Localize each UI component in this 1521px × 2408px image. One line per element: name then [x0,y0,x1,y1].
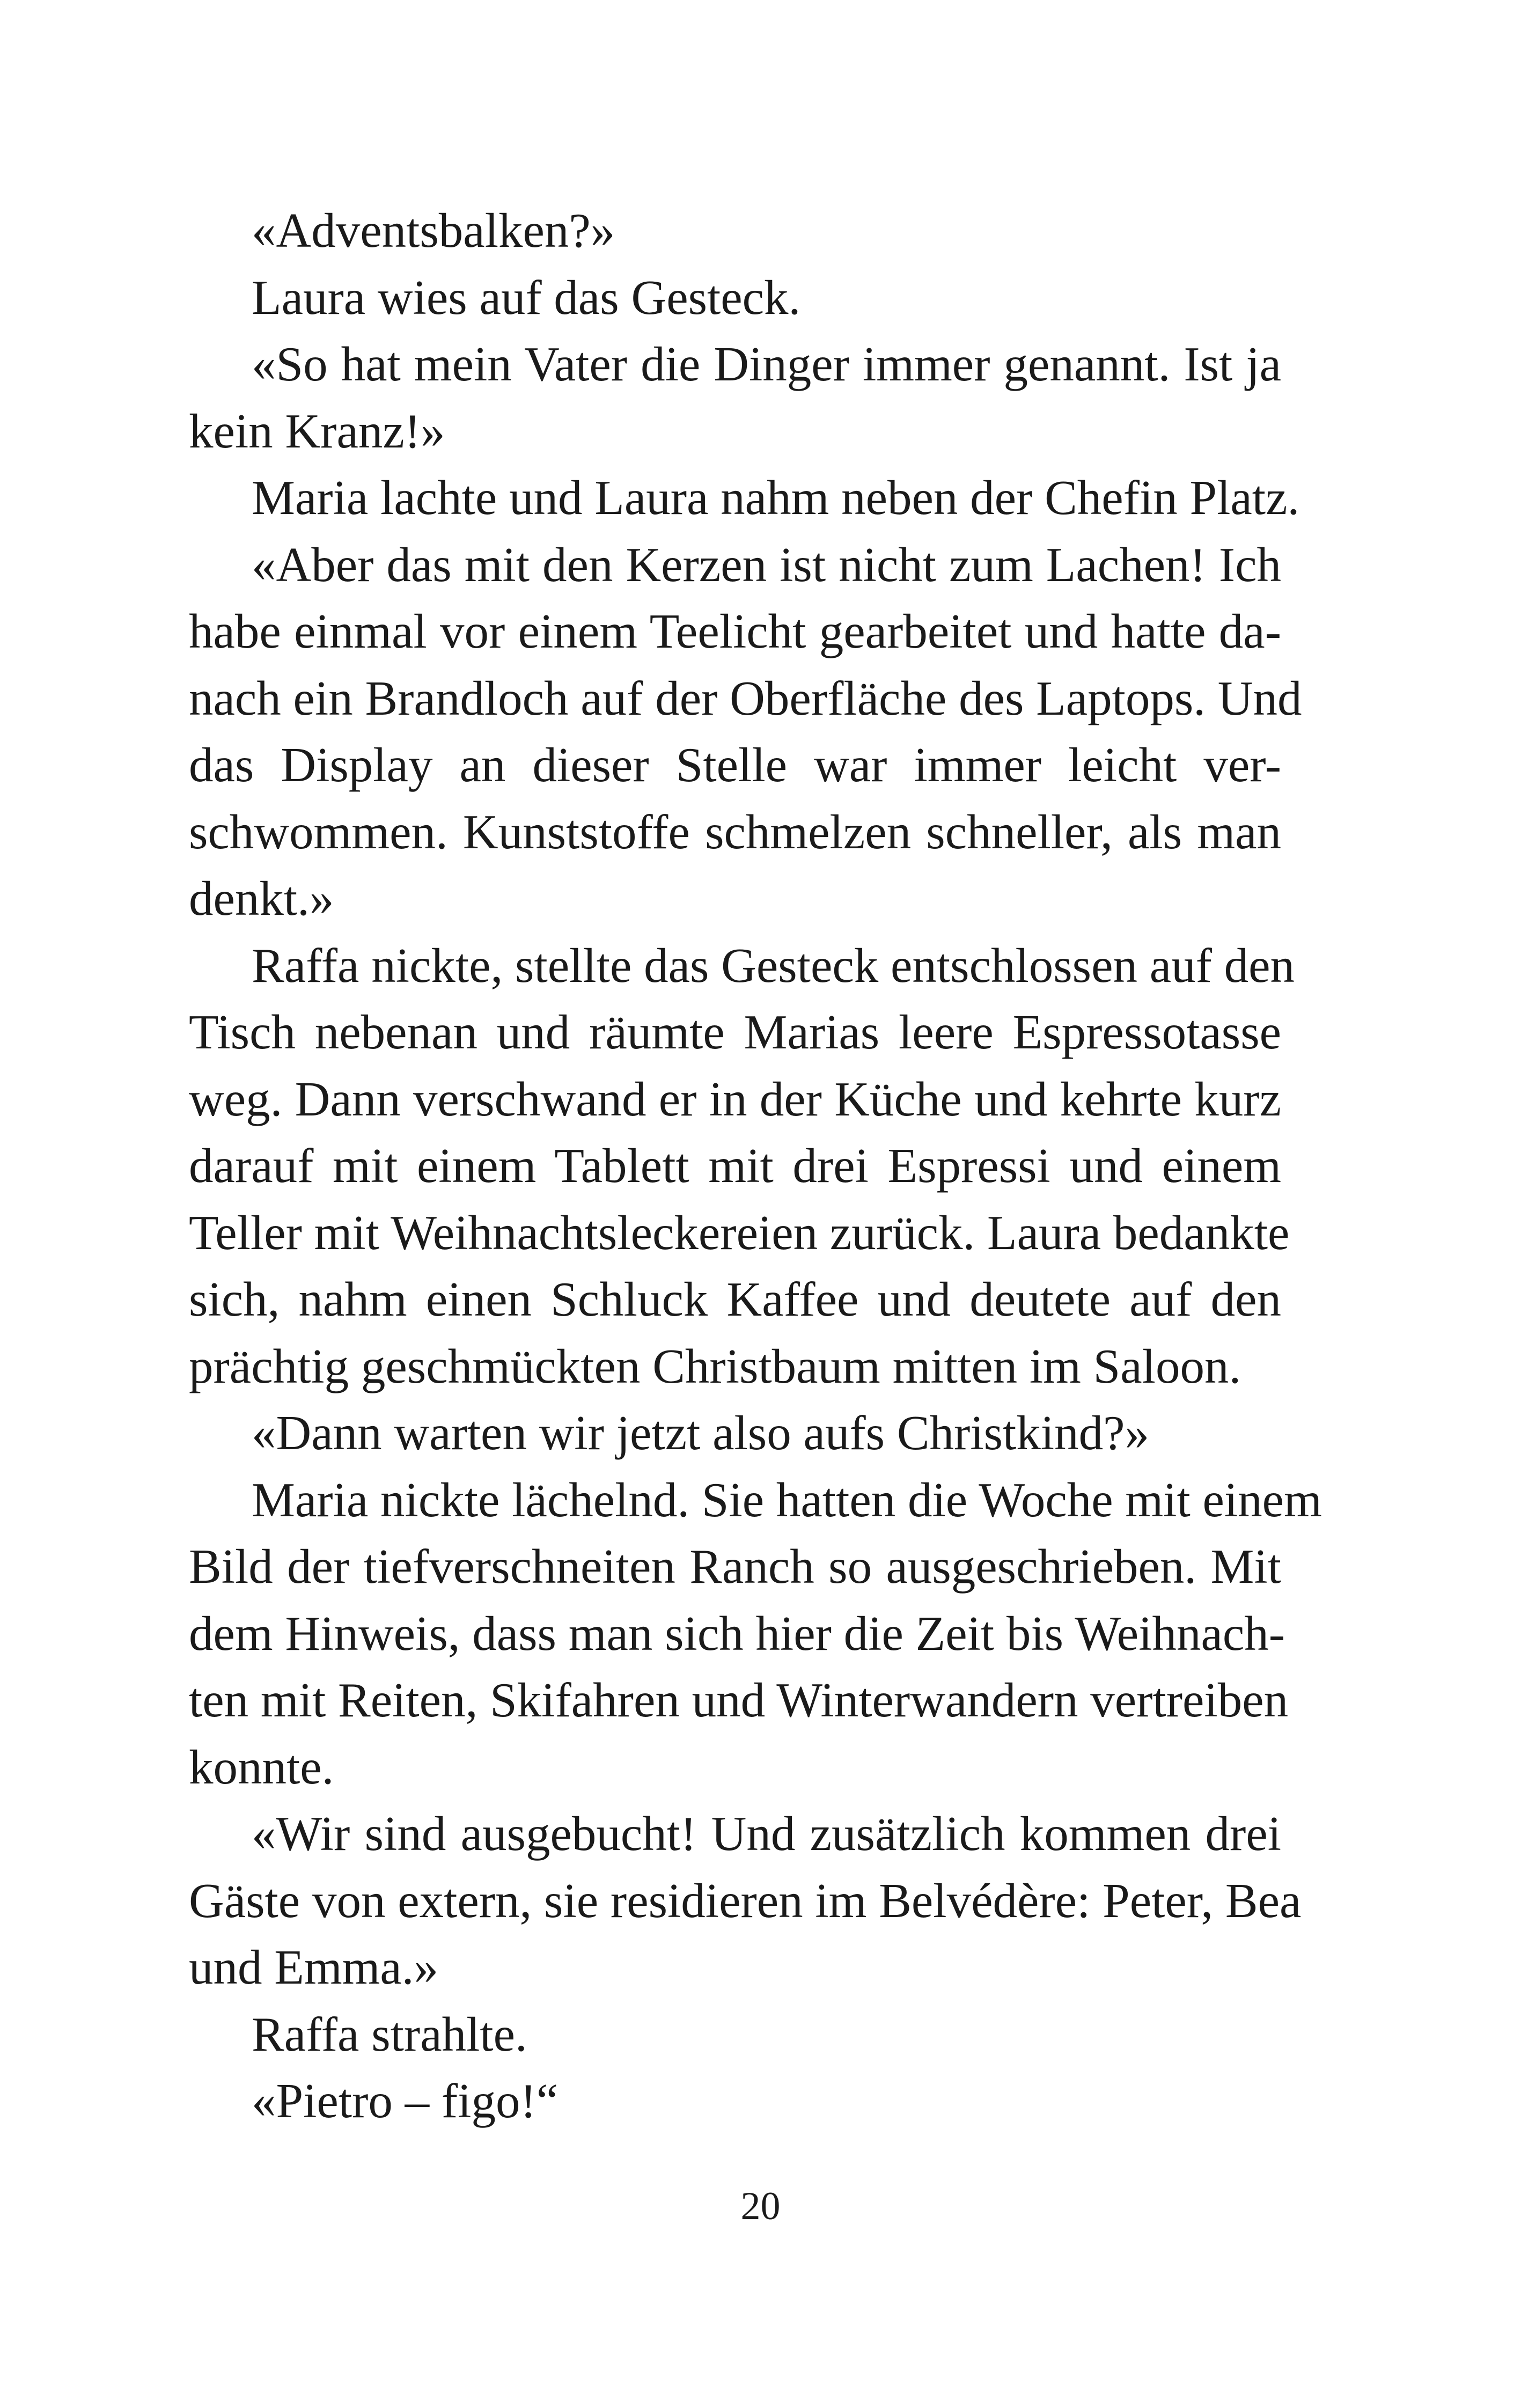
paragraph [189,532,1302,933]
paragraph [189,265,1281,332]
text-line: Raffa nickte, stellte das Gesteck entschlossen auf den [252,938,1295,993]
text-line: das Display an dieser Stelle war immer leicht ver- [189,738,1281,792]
paragraph [189,933,1295,1400]
text-line: «Dann warten wir jetzt also aufs Christkind?» [252,1406,1149,1460]
text-line: «Wir sind ausgebucht! Und zusätzlich kommen drei [252,1807,1281,1861]
body-text [189,197,1322,2135]
page-number: 20 [740,2184,781,2228]
text-line: schwommen. Kunststoffe schmelzen schneller, als man [189,804,1281,859]
text-line: konnte. [189,1739,334,1794]
text-line: Laura wies auf das Gesteck. [252,270,801,325]
text-line: habe einmal vor einem Teelicht gearbeitet und hatte da- [189,604,1281,658]
text-line: «Pietro – figo!“ [252,2074,559,2128]
text-line: Maria lachte und Laura nahm neben der Chefin Platz. [252,471,1300,525]
text-line: kein Kranz!» [189,403,445,458]
text-line: Raffa strahlte. [252,2007,527,2061]
paragraph [189,1400,1281,1467]
text-line: prächtig geschmückten Christbaum mitten im Saloon. [189,1339,1241,1393]
paragraph [189,465,1300,532]
paragraph [189,1801,1302,2001]
paragraph [189,2068,1281,2135]
text-line: Teller mit Weihnachtsleckereien zurück. Laura bedankte [189,1205,1290,1260]
text-line: «Aber das mit den Kerzen ist nicht zum Lachen! Ich [252,537,1281,592]
paragraph [189,197,1281,265]
text-line: «Adventsbalken?» [252,203,615,258]
paragraph [189,2001,1281,2068]
paragraph [189,1467,1322,1801]
text-line: «So hat mein Vater die Dinger immer genannt. Ist ja [252,337,1281,391]
text-line: weg. Dann verschwand er in der Küche und kehrte kurz [189,1071,1281,1126]
text-line: denkt.» [189,871,334,926]
text-line: sich, nahm einen Schluck Kaffee und deutete auf den [189,1272,1281,1326]
text-line: Maria nickte lächelnd. Sie hatten die Woche mit einem [252,1472,1322,1527]
text-line: Tisch nebenan und räumte Marias leere Espressotasse [189,1005,1281,1059]
text-line: ten mit Reiten, Skifahren und Winterwandern vertreiben [189,1673,1289,1727]
text-line: nach ein Brandloch auf der Oberfläche des Laptops. Und [189,671,1302,725]
text-line: darauf mit einem Tablett mit drei Espressi und einem [189,1139,1281,1193]
text-line: Bild der tiefverschneiten Ranch so ausgeschrieben. Mit [189,1539,1281,1594]
text-line: dem Hinweis, dass man sich hier die Zeit bis Weihnach- [189,1606,1285,1661]
text-line: Gäste von extern, sie residieren im Belvédère: Peter, Bea [189,1873,1302,1928]
text-line: und Emma.» [189,1940,439,1994]
paragraph [189,331,1281,465]
